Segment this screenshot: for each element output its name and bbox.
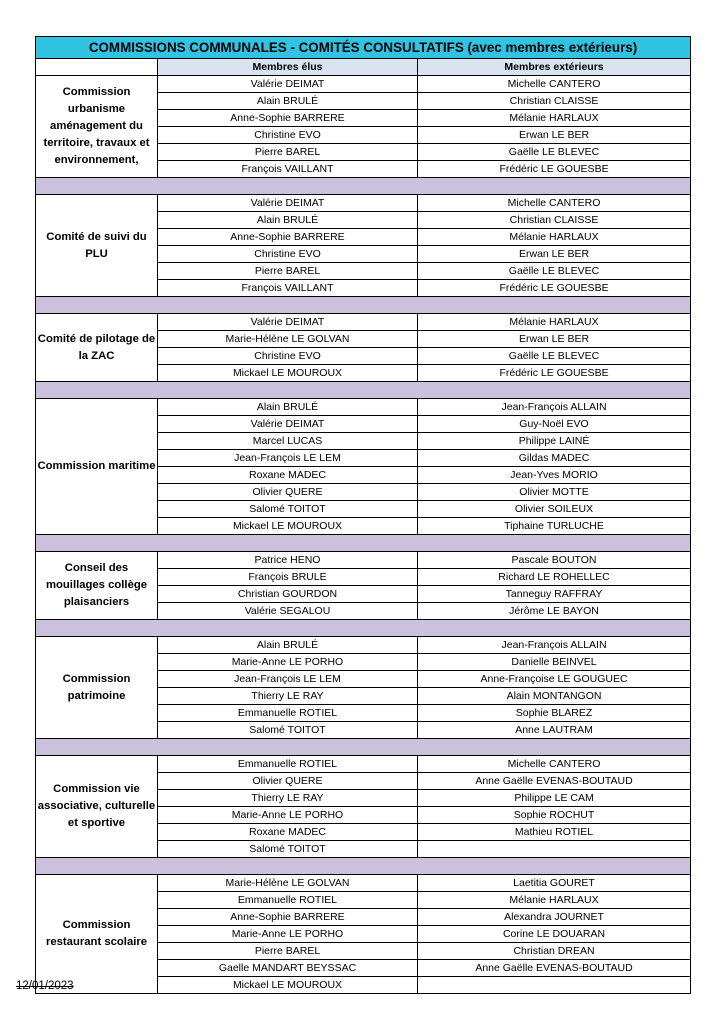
separator-cell	[36, 178, 691, 195]
membre-exterieur-cell: Erwan LE BER	[418, 246, 691, 263]
membre-exterieur-cell: Gaëlle LE BLEVEC	[418, 263, 691, 280]
membre-exterieur-cell: Mélanie HARLAUX	[418, 892, 691, 909]
section-separator	[36, 535, 691, 552]
membre-exterieur-cell	[418, 977, 691, 994]
membre-exterieur-cell: Jean-François ALLAIN	[418, 637, 691, 654]
membre-elu-cell: Alain BRULÉ	[158, 399, 418, 416]
table-row	[36, 875, 691, 892]
membre-exterieur-cell: Jean-Yves MORIO	[418, 467, 691, 484]
membre-elu-cell: Anne-Sophie BARRERE	[158, 229, 418, 246]
membre-elu-cell: Salomé TOITOT	[158, 841, 418, 858]
membre-exterieur-cell: Erwan LE BER	[418, 127, 691, 144]
membre-elu-cell: Patrice HENO	[158, 552, 418, 569]
header-blank-cell	[36, 59, 158, 76]
membre-exterieur-cell: Sophie BLAREZ	[418, 705, 691, 722]
commissions-table	[35, 36, 691, 994]
section-label: Comité de suivi du PLU	[36, 195, 158, 297]
section-label: Commission restaurant scolaire	[36, 875, 158, 994]
membre-exterieur-cell: Erwan LE BER	[418, 331, 691, 348]
membre-exterieur-cell: Jérôme LE BAYON	[418, 603, 691, 620]
membre-exterieur-cell: Guy-Noël EVO	[418, 416, 691, 433]
section-label: Commission patrimoine	[36, 637, 158, 739]
membre-elu-cell: Salomé TOITOT	[158, 501, 418, 518]
membre-elu-cell: Christine EVO	[158, 246, 418, 263]
table-row	[36, 314, 691, 331]
membre-exterieur-cell: Corine LE DOUARAN	[418, 926, 691, 943]
membre-exterieur-cell: Mélanie HARLAUX	[418, 229, 691, 246]
membre-elu-cell: Roxane MADEC	[158, 467, 418, 484]
footer-date	[16, 980, 74, 992]
membre-exterieur-cell: Olivier MOTTE	[418, 484, 691, 501]
membre-elu-cell: Olivier QUERE	[158, 484, 418, 501]
membre-exterieur-cell: Gaëlle LE BLEVEC	[418, 348, 691, 365]
membre-elu-cell: Mickael LE MOUROUX	[158, 518, 418, 535]
membre-elu-cell: Marie-Anne LE PORHO	[158, 926, 418, 943]
membre-elu-cell: Marie-Anne LE PORHO	[158, 807, 418, 824]
membre-exterieur-cell: Richard LE ROHELLEC	[418, 569, 691, 586]
membre-exterieur-cell: Frédéric LE GOUESBE	[418, 161, 691, 178]
section-label: Comité de pilotage de la ZAC	[36, 314, 158, 382]
membre-elu-cell: Emmanuelle ROTIEL	[158, 705, 418, 722]
membre-elu-cell: Marie-Hélène LE GOLVAN	[158, 331, 418, 348]
section-separator	[36, 858, 691, 875]
membre-elu-cell: Olivier QUERE	[158, 773, 418, 790]
membre-elu-cell: Mickael LE MOUROUX	[158, 977, 418, 994]
membre-elu-cell: Gaelle MANDART BEYSSAC	[158, 960, 418, 977]
footer-date-text: 12/01/2023	[16, 980, 74, 992]
membre-elu-cell: Anne-Sophie BARRERE	[158, 909, 418, 926]
title-row	[36, 37, 691, 59]
membre-exterieur-cell: Michelle CANTERO	[418, 76, 691, 93]
section-label: Commission urbanisme aménagement du territoire, travaux et environnement,	[36, 76, 158, 178]
section-separator	[36, 382, 691, 399]
section-separator	[36, 739, 691, 756]
membre-exterieur-cell: Mélanie HARLAUX	[418, 314, 691, 331]
table-row	[36, 552, 691, 569]
membre-elu-cell: Pierre BAREL	[158, 943, 418, 960]
separator-cell	[36, 382, 691, 399]
membre-exterieur-cell: Gaëlle LE BLEVEC	[418, 144, 691, 161]
membre-elu-cell: Marie-Anne LE PORHO	[158, 654, 418, 671]
header-row	[36, 59, 691, 76]
membre-exterieur-cell: Alexandra JOURNET	[418, 909, 691, 926]
membre-exterieur-cell: Frédéric LE GOUESBE	[418, 365, 691, 382]
section-label: Conseil des mouillages collège plaisanciers	[36, 552, 158, 620]
membre-elu-cell: Thierry LE RAY	[158, 790, 418, 807]
commissions-document	[35, 36, 690, 994]
membre-exterieur-cell: Christian CLAISSE	[418, 212, 691, 229]
membre-elu-cell: Valérie DEIMAT	[158, 76, 418, 93]
membre-exterieur-cell: Mathieu ROTIEL	[418, 824, 691, 841]
membre-exterieur-cell: Anne-Françoise LE GOUGUEC	[418, 671, 691, 688]
header-membres-elus: Membres élus	[158, 59, 418, 76]
membre-exterieur-cell: Michelle CANTERO	[418, 756, 691, 773]
section-separator	[36, 178, 691, 195]
header-membres-exterieurs: Membres extérieurs	[418, 59, 691, 76]
membre-exterieur-cell: Frédéric LE GOUESBE	[418, 280, 691, 297]
section-label: Commission vie associative, culturelle et sportive	[36, 756, 158, 858]
section-separator	[36, 297, 691, 314]
membre-exterieur-cell: Christian DREAN	[418, 943, 691, 960]
membre-elu-cell: Marcel LUCAS	[158, 433, 418, 450]
membre-exterieur-cell	[418, 841, 691, 858]
separator-cell	[36, 297, 691, 314]
membre-exterieur-cell: Philippe LE CAM	[418, 790, 691, 807]
membre-exterieur-cell: Pascale BOUTON	[418, 552, 691, 569]
membre-elu-cell: Christine EVO	[158, 348, 418, 365]
table-row	[36, 756, 691, 773]
membre-elu-cell: Valérie SEGALOU	[158, 603, 418, 620]
membre-exterieur-cell: Mélanie HARLAUX	[418, 110, 691, 127]
membre-elu-cell: François BRULE	[158, 569, 418, 586]
separator-cell	[36, 858, 691, 875]
membre-exterieur-cell: Danielle BEINVEL	[418, 654, 691, 671]
membre-elu-cell: Mickael LE MOUROUX	[158, 365, 418, 382]
membre-elu-cell: Valérie DEIMAT	[158, 314, 418, 331]
membre-elu-cell: Pierre BAREL	[158, 263, 418, 280]
membre-elu-cell: Alain BRULÉ	[158, 212, 418, 229]
membre-exterieur-cell: Anne Gaëlle EVENAS-BOUTAUD	[418, 960, 691, 977]
separator-cell	[36, 620, 691, 637]
membre-elu-cell: Emmanuelle ROTIEL	[158, 756, 418, 773]
membre-elu-cell: Christian GOURDON	[158, 586, 418, 603]
membre-elu-cell: Emmanuelle ROTIEL	[158, 892, 418, 909]
membre-exterieur-cell: Anne Gaëlle EVENAS-BOUTAUD	[418, 773, 691, 790]
membre-exterieur-cell: Anne LAUTRAM	[418, 722, 691, 739]
table-row	[36, 637, 691, 654]
separator-cell	[36, 739, 691, 756]
membre-exterieur-cell: Alain MONTANGON	[418, 688, 691, 705]
membre-elu-cell: Thierry LE RAY	[158, 688, 418, 705]
membre-exterieur-cell: Gildas MADEC	[418, 450, 691, 467]
membre-exterieur-cell: Tanneguy RAFFRAY	[418, 586, 691, 603]
membre-exterieur-cell: Christian CLAISSE	[418, 93, 691, 110]
membre-elu-cell: Alain BRULÉ	[158, 637, 418, 654]
membre-elu-cell: Jean-François LE LEM	[158, 450, 418, 467]
table-row	[36, 195, 691, 212]
membre-elu-cell: Salomé TOITOT	[158, 722, 418, 739]
section-label: Commission maritime	[36, 399, 158, 535]
membre-exterieur-cell: Michelle CANTERO	[418, 195, 691, 212]
membre-elu-cell: Valérie DEIMAT	[158, 416, 418, 433]
membre-elu-cell: Jean-François LE LEM	[158, 671, 418, 688]
membre-elu-cell: François VAILLANT	[158, 161, 418, 178]
membre-elu-cell: Anne-Sophie BARRERE	[158, 110, 418, 127]
membre-exterieur-cell: Laetitia GOURET	[418, 875, 691, 892]
commissions-table-body	[36, 37, 691, 994]
membre-elu-cell: Christine EVO	[158, 127, 418, 144]
membre-exterieur-cell: Sophie ROCHUT	[418, 807, 691, 824]
membre-elu-cell: Marie-Hélène LE GOLVAN	[158, 875, 418, 892]
membre-exterieur-cell: Tiphaine TURLUCHE	[418, 518, 691, 535]
membre-elu-cell: Roxane MADEC	[158, 824, 418, 841]
membre-elu-cell: François VAILLANT	[158, 280, 418, 297]
section-separator	[36, 620, 691, 637]
membre-exterieur-cell: Philippe LAINÉ	[418, 433, 691, 450]
membre-exterieur-cell: Jean-François ALLAIN	[418, 399, 691, 416]
membre-exterieur-cell: Olivier SOILEUX	[418, 501, 691, 518]
membre-elu-cell: Alain BRULÉ	[158, 93, 418, 110]
membre-elu-cell: Pierre BAREL	[158, 144, 418, 161]
table-row	[36, 399, 691, 416]
separator-cell	[36, 535, 691, 552]
table-row	[36, 76, 691, 93]
membre-elu-cell: Valérie DEIMAT	[158, 195, 418, 212]
document-title: COMMISSIONS COMMUNALES - COMITÉS CONSULTATIFS (avec membres extérieurs)	[36, 37, 691, 59]
